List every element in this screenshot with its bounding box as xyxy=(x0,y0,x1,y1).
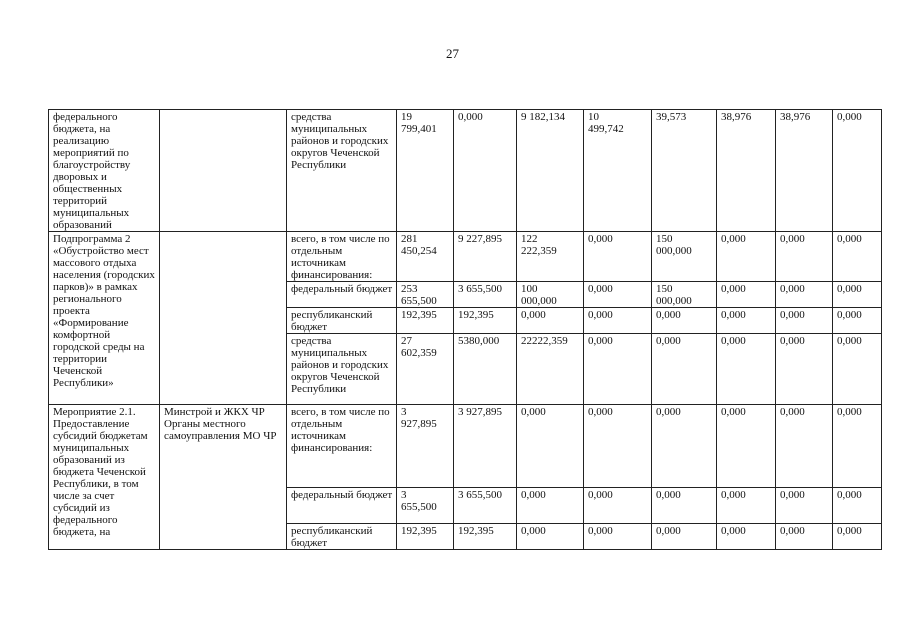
value-cell: 0,000 xyxy=(833,282,882,308)
value-cell: 0,000 xyxy=(517,488,584,524)
source-cell: средства муниципальных районов и городских округов Чеченской Республики xyxy=(287,334,397,405)
activity-cell: Подпрограмма 2 «Обустройство мест массового отдыха населения (городских парков)» в рамках регионального проекта «Формирование комфортной городской среды на территории Чеченской Республики» xyxy=(49,232,160,405)
source-cell: республиканский бюджет xyxy=(287,524,397,550)
value-cell: 0,000 xyxy=(776,488,833,524)
source-cell: всего, в том числе по отдельным источникам финансирования: xyxy=(287,405,397,488)
value-cell: 0,000 xyxy=(717,232,776,282)
source-cell: федеральный бюджет xyxy=(287,488,397,524)
value-cell: 0,000 xyxy=(717,308,776,334)
value-cell: 0,000 xyxy=(652,334,717,405)
value-cell: 0,000 xyxy=(833,308,882,334)
value-cell: 0,000 xyxy=(833,110,882,232)
value-cell: 10 499,742 xyxy=(584,110,652,232)
source-cell: всего, в том числе по отдельным источникам финансирования: xyxy=(287,232,397,282)
value-cell: 22222,359 xyxy=(517,334,584,405)
executor-cell xyxy=(160,110,287,232)
value-cell: 39,573 xyxy=(652,110,717,232)
value-cell: 3 655,500 xyxy=(397,488,454,524)
page-number: 27 xyxy=(446,46,459,61)
value-cell: 0,000 xyxy=(584,334,652,405)
source-cell: средства муниципальных районов и городских округов Чеченской Республики xyxy=(287,110,397,232)
value-cell: 0,000 xyxy=(776,524,833,550)
value-cell: 0,000 xyxy=(584,282,652,308)
value-cell: 0,000 xyxy=(776,282,833,308)
value-cell: 192,395 xyxy=(397,524,454,550)
value-cell: 0,000 xyxy=(652,308,717,334)
value-cell: 0,000 xyxy=(717,405,776,488)
executor-cell: Минстрой и ЖКХ ЧР Органы местного самоуправления МО ЧР xyxy=(160,405,287,550)
budget-table xyxy=(48,109,882,550)
value-cell: 38,976 xyxy=(776,110,833,232)
value-cell: 0,000 xyxy=(833,488,882,524)
value-cell: 0,000 xyxy=(717,488,776,524)
value-cell: 0,000 xyxy=(776,308,833,334)
value-cell: 19 799,401 xyxy=(397,110,454,232)
value-cell: 0,000 xyxy=(652,488,717,524)
value-cell: 0,000 xyxy=(833,405,882,488)
value-cell: 0,000 xyxy=(717,334,776,405)
value-cell: 0,000 xyxy=(517,405,584,488)
value-cell: 3 927,895 xyxy=(397,405,454,488)
value-cell: 150 000,000 xyxy=(652,282,717,308)
value-cell: 192,395 xyxy=(397,308,454,334)
value-cell: 0,000 xyxy=(584,524,652,550)
value-cell: 3 927,895 xyxy=(454,405,517,488)
value-cell: 0,000 xyxy=(517,524,584,550)
value-cell: 281 450,254 xyxy=(397,232,454,282)
value-cell: 5380,000 xyxy=(454,334,517,405)
value-cell: 0,000 xyxy=(584,488,652,524)
value-cell: 3 655,500 xyxy=(454,488,517,524)
value-cell: 0,000 xyxy=(584,232,652,282)
value-cell: 0,000 xyxy=(717,282,776,308)
value-cell: 0,000 xyxy=(717,524,776,550)
value-cell: 0,000 xyxy=(584,405,652,488)
value-cell: 150 000,000 xyxy=(652,232,717,282)
executor-cell xyxy=(160,232,287,405)
value-cell: 0,000 xyxy=(833,334,882,405)
table-row xyxy=(49,405,882,488)
value-cell: 0,000 xyxy=(454,110,517,232)
value-cell: 38,976 xyxy=(717,110,776,232)
value-cell: 100 000,000 xyxy=(517,282,584,308)
table-row xyxy=(49,110,882,232)
value-cell: 122 222,359 xyxy=(517,232,584,282)
value-cell: 0,000 xyxy=(776,334,833,405)
value-cell: 0,000 xyxy=(584,308,652,334)
activity-cell: федерального бюджета, на реализацию мероприятий по благоустройству дворовых и общественных территорий муниципальных образований xyxy=(49,110,160,232)
value-cell: 0,000 xyxy=(652,405,717,488)
value-cell: 0,000 xyxy=(517,308,584,334)
value-cell: 192,395 xyxy=(454,308,517,334)
value-cell: 253 655,500 xyxy=(397,282,454,308)
value-cell: 9 227,895 xyxy=(454,232,517,282)
source-cell: федеральный бюджет xyxy=(287,282,397,308)
value-cell: 0,000 xyxy=(776,232,833,282)
value-cell: 0,000 xyxy=(833,524,882,550)
activity-cell: Мероприятие 2.1. Предоставление субсидий бюджетам муниципальных образований из бюджета Чеченской Республики, в том числе за счет субсидий из федерального бюджета, на xyxy=(49,405,160,550)
value-cell: 0,000 xyxy=(652,524,717,550)
value-cell: 27 602,359 xyxy=(397,334,454,405)
table-row xyxy=(49,232,882,282)
value-cell: 0,000 xyxy=(776,405,833,488)
value-cell: 3 655,500 xyxy=(454,282,517,308)
value-cell: 192,395 xyxy=(454,524,517,550)
value-cell: 9 182,134 xyxy=(517,110,584,232)
source-cell: республиканский бюджет xyxy=(287,308,397,334)
value-cell: 0,000 xyxy=(833,232,882,282)
